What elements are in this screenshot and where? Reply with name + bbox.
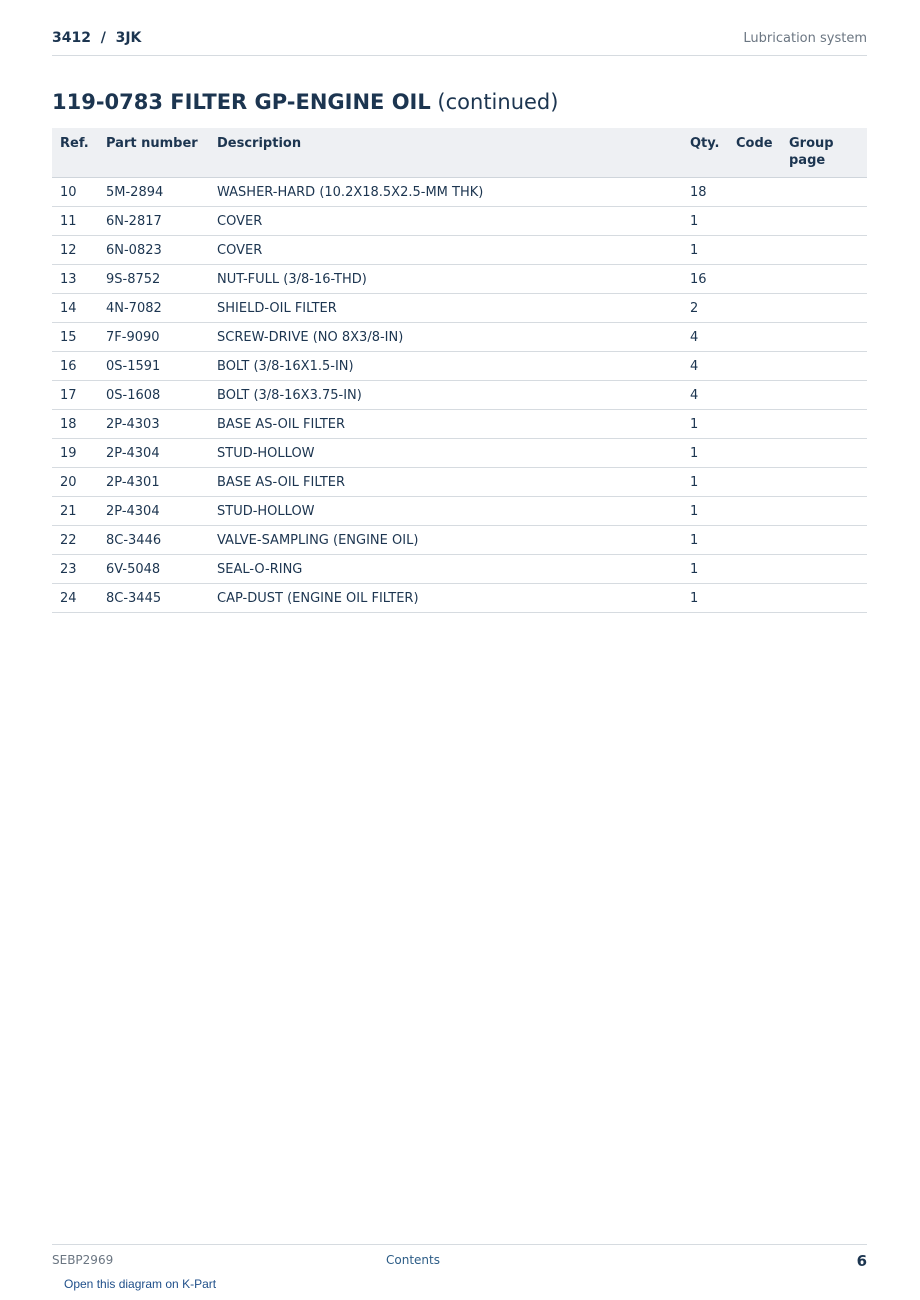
qty-cell: 1 <box>682 236 728 265</box>
column-header-description: Description <box>209 128 682 178</box>
column-header-ref: Ref. <box>52 128 98 178</box>
column-header-part-number: Part number <box>98 128 209 178</box>
ref-cell: 20 <box>52 468 98 497</box>
part-number-cell: 5M-2894 <box>98 178 209 207</box>
model-label: 3412 / 3JK <box>52 30 142 46</box>
description-cell: SEAL-O-RING <box>209 555 682 584</box>
code-cell <box>728 381 781 410</box>
table-row <box>52 555 867 584</box>
section-title <box>52 90 558 114</box>
qty-cell: 1 <box>682 468 728 497</box>
page-header <box>52 30 867 56</box>
part-number-cell: 2P-4303 <box>98 410 209 439</box>
ref-cell: 13 <box>52 265 98 294</box>
table-row <box>52 178 867 207</box>
parts-table <box>52 128 867 613</box>
code-cell <box>728 265 781 294</box>
ref-cell: 14 <box>52 294 98 323</box>
description-cell: SCREW-DRIVE (NO 8X3/8-IN) <box>209 323 682 352</box>
parts-table-header <box>52 128 867 178</box>
table-row <box>52 323 867 352</box>
code-cell <box>728 497 781 526</box>
part-number-cell: 4N-7082 <box>98 294 209 323</box>
description-cell: NUT-FULL (3/8-16-THD) <box>209 265 682 294</box>
group-page-cell <box>781 468 867 497</box>
qty-cell: 4 <box>682 381 728 410</box>
open-kpart-link[interactable]: Open this diagram on K-Part <box>64 1277 217 1291</box>
description-cell: CAP-DUST (ENGINE OIL FILTER) <box>209 584 682 613</box>
part-number-cell: 6N-0823 <box>98 236 209 265</box>
qty-cell: 1 <box>682 410 728 439</box>
ref-cell: 19 <box>52 439 98 468</box>
ref-cell: 15 <box>52 323 98 352</box>
group-page-cell <box>781 178 867 207</box>
group-page-cell <box>781 584 867 613</box>
group-page-cell <box>781 497 867 526</box>
section-title-suffix: (continued) <box>430 90 559 114</box>
code-cell <box>728 439 781 468</box>
ref-cell: 22 <box>52 526 98 555</box>
part-number-cell: 0S-1608 <box>98 381 209 410</box>
table-row <box>52 497 867 526</box>
part-number-cell: 8C-3446 <box>98 526 209 555</box>
ref-cell: 12 <box>52 236 98 265</box>
part-number-cell: 9S-8752 <box>98 265 209 294</box>
parts-table-body <box>52 178 867 613</box>
part-number-cell: 6N-2817 <box>98 207 209 236</box>
table-row <box>52 236 867 265</box>
ref-cell: 10 <box>52 178 98 207</box>
table-row <box>52 352 867 381</box>
group-page-cell <box>781 323 867 352</box>
ref-cell: 17 <box>52 381 98 410</box>
code-cell <box>728 294 781 323</box>
column-header-group-page: Group page <box>781 128 867 178</box>
group-page-cell <box>781 526 867 555</box>
qty-cell: 4 <box>682 323 728 352</box>
page-number: 6 <box>856 1252 867 1270</box>
group-page-cell <box>781 352 867 381</box>
qty-cell: 18 <box>682 178 728 207</box>
part-number-cell: 6V-5048 <box>98 555 209 584</box>
group-page-cell <box>781 265 867 294</box>
part-number-cell: 2P-4301 <box>98 468 209 497</box>
qty-cell: 1 <box>682 497 728 526</box>
ref-cell: 18 <box>52 410 98 439</box>
description-cell: VALVE-SAMPLING (ENGINE OIL) <box>209 526 682 555</box>
part-number-cell: 7F-9090 <box>98 323 209 352</box>
part-number-cell: 2P-4304 <box>98 497 209 526</box>
qty-cell: 2 <box>682 294 728 323</box>
table-row <box>52 207 867 236</box>
description-cell: STUD-HOLLOW <box>209 497 682 526</box>
section-title-main: 119-0783 FILTER GP-ENGINE OIL <box>52 90 431 114</box>
document-id: SEBP2969 <box>52 1253 114 1267</box>
code-cell <box>728 352 781 381</box>
ref-cell: 11 <box>52 207 98 236</box>
description-cell: BOLT (3/8-16X1.5-IN) <box>209 352 682 381</box>
part-number-cell: 8C-3445 <box>98 584 209 613</box>
table-row <box>52 526 867 555</box>
qty-cell: 1 <box>682 555 728 584</box>
description-cell: COVER <box>209 207 682 236</box>
description-cell: COVER <box>209 236 682 265</box>
table-row <box>52 381 867 410</box>
column-header-qty: Qty. <box>682 128 728 178</box>
code-cell <box>728 207 781 236</box>
ref-cell: 21 <box>52 497 98 526</box>
description-cell: STUD-HOLLOW <box>209 439 682 468</box>
code-cell <box>728 584 781 613</box>
code-cell <box>728 555 781 584</box>
group-page-cell <box>781 381 867 410</box>
group-page-cell <box>781 410 867 439</box>
qty-cell: 4 <box>682 352 728 381</box>
qty-cell: 1 <box>682 526 728 555</box>
group-page-cell <box>781 555 867 584</box>
code-cell <box>728 410 781 439</box>
part-number-cell: 0S-1591 <box>98 352 209 381</box>
code-cell <box>728 526 781 555</box>
table-row <box>52 439 867 468</box>
description-cell: BASE AS-OIL FILTER <box>209 410 682 439</box>
table-row <box>52 584 867 613</box>
group-page-cell <box>781 294 867 323</box>
table-row <box>52 410 867 439</box>
qty-cell: 1 <box>682 207 728 236</box>
code-cell <box>728 323 781 352</box>
group-page-cell <box>781 439 867 468</box>
description-cell: BASE AS-OIL FILTER <box>209 468 682 497</box>
group-page-cell <box>781 207 867 236</box>
code-cell <box>728 236 781 265</box>
table-row <box>52 294 867 323</box>
group-page-cell <box>781 236 867 265</box>
qty-cell: 1 <box>682 584 728 613</box>
code-cell <box>728 468 781 497</box>
system-label: Lubrication system <box>743 31 867 46</box>
description-cell: BOLT (3/8-16X3.75-IN) <box>209 381 682 410</box>
column-header-code: Code <box>728 128 781 178</box>
part-number-cell: 2P-4304 <box>98 439 209 468</box>
description-cell: SHIELD-OIL FILTER <box>209 294 682 323</box>
ref-cell: 24 <box>52 584 98 613</box>
contents-link[interactable]: Contents <box>386 1253 440 1267</box>
footer-divider <box>52 1244 867 1245</box>
table-row <box>52 468 867 497</box>
description-cell: WASHER-HARD (10.2X18.5X2.5-MM THK) <box>209 178 682 207</box>
ref-cell: 23 <box>52 555 98 584</box>
qty-cell: 1 <box>682 439 728 468</box>
ref-cell: 16 <box>52 352 98 381</box>
qty-cell: 16 <box>682 265 728 294</box>
table-row <box>52 265 867 294</box>
code-cell <box>728 178 781 207</box>
